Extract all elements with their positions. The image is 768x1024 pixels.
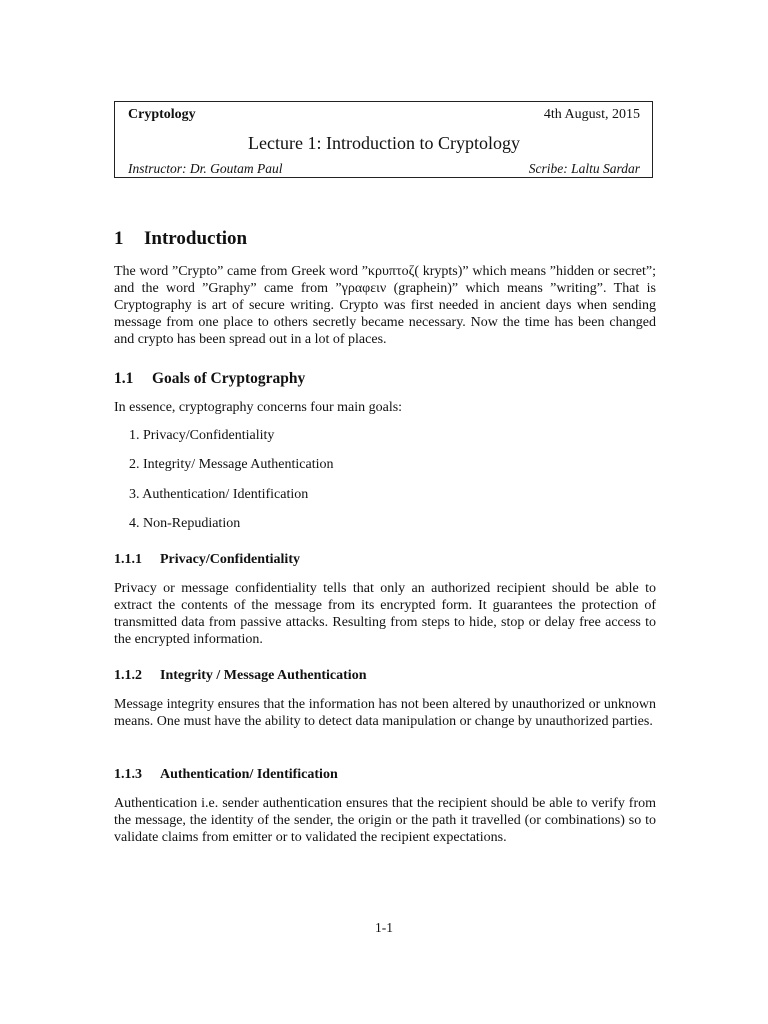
scribe: Scribe: Laltu Sardar	[528, 161, 640, 176]
section-heading-1-1-3	[114, 767, 338, 783]
goals-intro: In essence, cryptography concerns four main goals:	[114, 400, 403, 415]
course-name: Cryptology	[128, 107, 196, 122]
section-heading-1	[114, 228, 247, 250]
section-title: Goals of Cryptography	[152, 370, 306, 387]
section-number: 1.1	[114, 370, 134, 387]
header-top-row	[128, 105, 640, 125]
section-number: 1.1.1	[114, 552, 142, 567]
integrity-paragraph: Message integrity ensures that the information has not been altered by unauthorized or unknown means. One must have the ability to detect data manipulation or change by unauthorized parties.	[114, 697, 656, 729]
instructor: Instructor: Dr. Goutam Paul	[128, 161, 283, 176]
section-title: Privacy/Confidentiality	[160, 552, 300, 567]
privacy-paragraph: Privacy or message confidentiality tells that only an authorized recipient should be able to extract the contents of the message from its encrypted form. It guarantees the protection of transmitted data from passive attacks. Resulting from steps to hide, stop or delay free access to the encrypted information.	[114, 581, 656, 647]
list-item: 2. Integrity/ Message Authentication	[129, 457, 334, 472]
section-heading-1-1-2	[114, 668, 366, 684]
section-title: Introduction	[144, 228, 248, 249]
section-heading-1-1-1	[114, 552, 300, 568]
section-heading-1-1	[114, 370, 305, 388]
list-item: 4. Non-Repudiation	[129, 516, 241, 531]
lecture-date: 4th August, 2015	[543, 107, 640, 122]
list-item: 3. Authentication/ Identification	[129, 487, 309, 502]
section-number: 1.1.3	[114, 767, 142, 782]
intro-paragraph: The word ”Crypto” came from Greek word ”κρυπτοζ( krypts)” which means ”hidden or secret”; and the word ”Graphy” came from ”γραφειν (graphein)” which means ”writing”. That is Cryptography is art of secure writing. Crypto was first needed in ancient days when sending message from one place to others secretly became necessary. Now the time has been changed and crypto has been spread out in a lot of places.	[114, 264, 656, 347]
section-number: 1.1.2	[114, 668, 142, 683]
authentication-paragraph: Authentication i.e. sender authentication ensures that the recipient should be able to verify from the message, the identity of the sender, the origin or the path it travelled (or combinations) so to validate claims from emitter or to validated the recipient expectations.	[114, 796, 656, 845]
section-title: Integrity / Message Authentication	[160, 668, 367, 683]
section-title: Authentication/ Identification	[160, 767, 338, 782]
lecture-title: Lecture 1: Introduction to Cryptology	[248, 133, 520, 153]
page-number: 1-1	[375, 920, 393, 935]
lecture-header-box	[114, 101, 653, 178]
section-number: 1	[114, 228, 124, 249]
header-bottom-row	[128, 160, 640, 178]
list-item: 1. Privacy/Confidentiality	[129, 428, 275, 443]
